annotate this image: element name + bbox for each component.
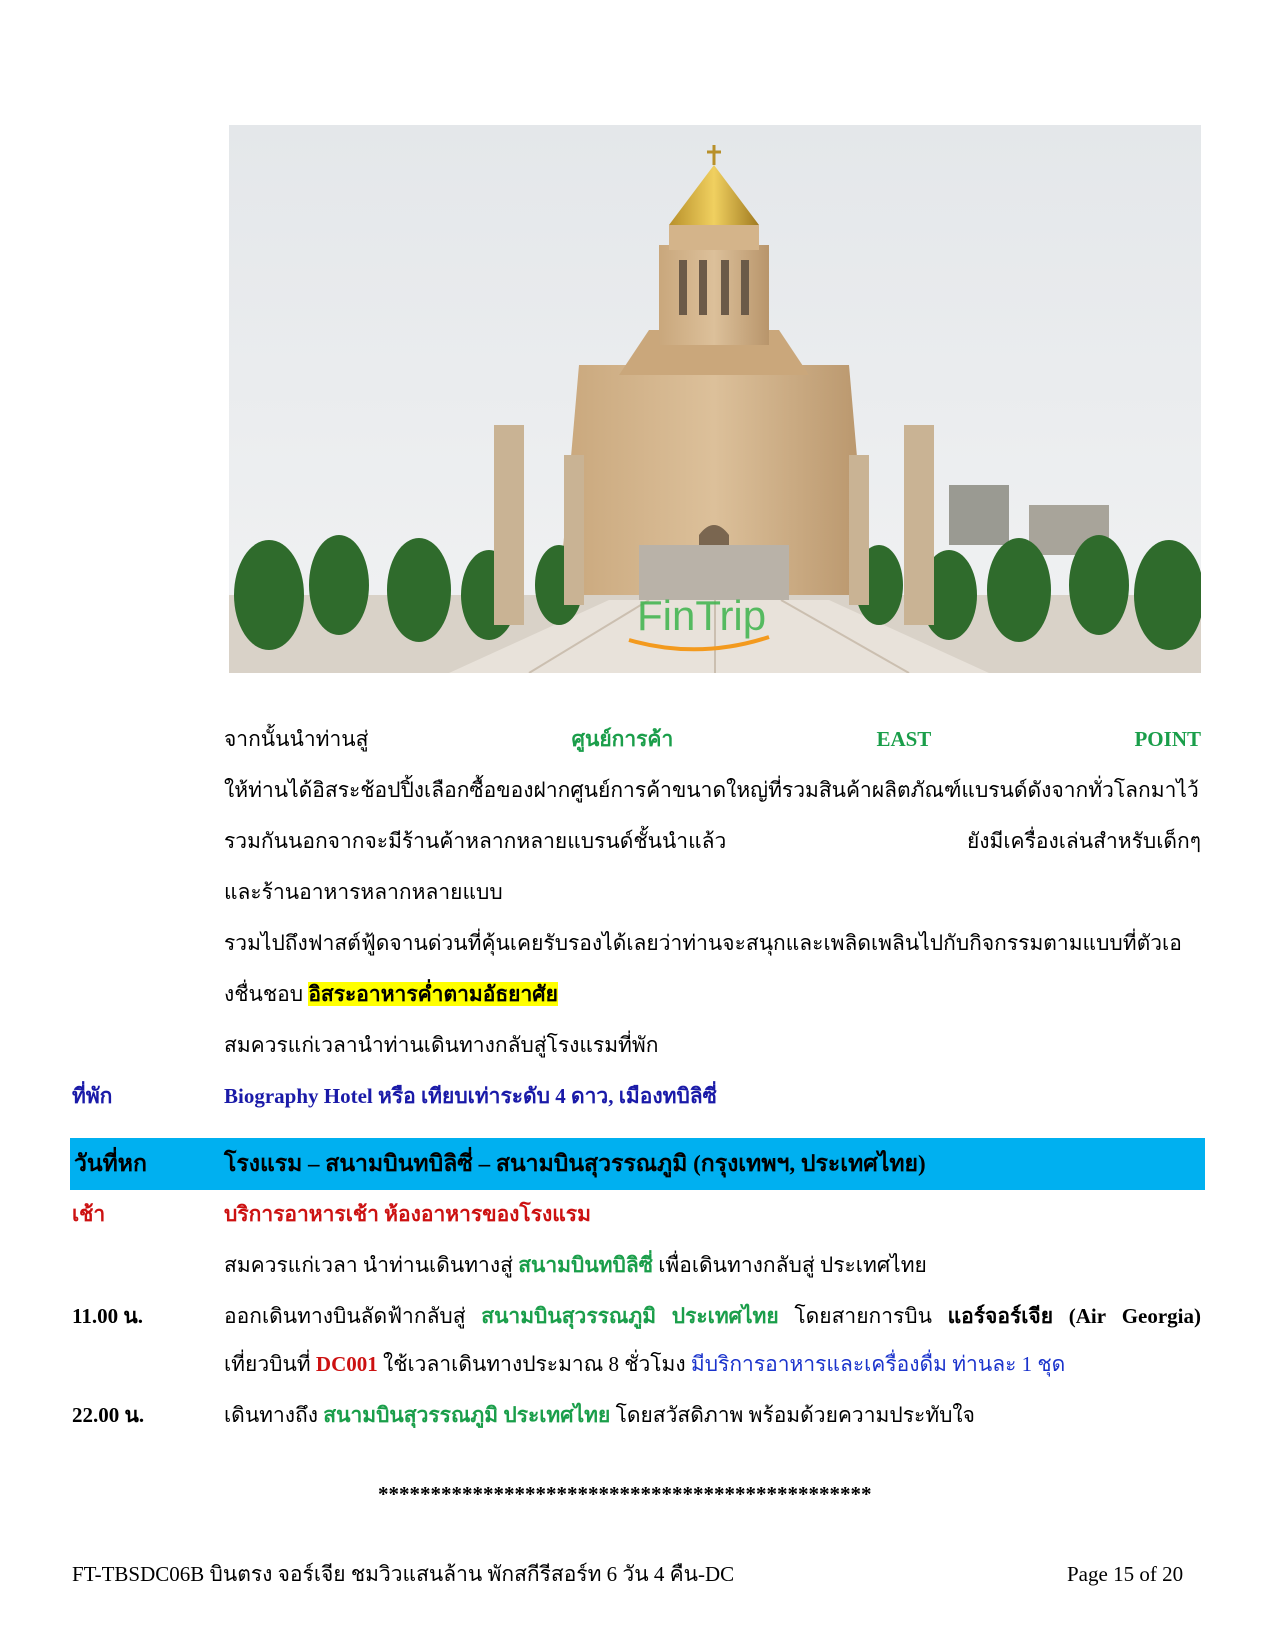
day-title: โรงแรม – สนามบินทบิลิซี่ – สนามบินสุวรรณภูมิ (กรุงเทพฯ, ประเทศไทย) (224, 1151, 926, 1176)
cathedral-photo (229, 125, 1201, 673)
text-segment: รวมกันนอกจากจะมีร้านค้าหลากหลายแบรนด์ชั้นนำแล้ว (224, 829, 727, 853)
east-label: EAST (876, 727, 932, 751)
text-segment: ออกเดินทางบินลัดฟ้ากลับสู่ (224, 1304, 466, 1328)
day-six-header (70, 1138, 1205, 1190)
star-divider: *********************************************** (378, 1482, 872, 1506)
breakfast-text: บริการอาหารเช้า ห้องอาหารของโรงแรม (224, 1202, 591, 1226)
text-segment: โดยสวัสดิภาพ พร้อมด้วยความประทับใจ (615, 1403, 975, 1427)
text-segment: สมควรแก่เวลา นำท่านเดินทางสู่ (224, 1253, 513, 1277)
east-point-line-6 (224, 980, 558, 1008)
arrival-time: 22.00 น. (72, 1403, 145, 1427)
meal-service: มีบริการอาหารและเครื่องดื่ม ท่านละ 1 ชุด (690, 1352, 1066, 1376)
footer-page-number: Page 15 of 20 (1067, 1562, 1184, 1586)
text-segment: เที่ยวบินที่ (224, 1352, 311, 1376)
text-segment: ใช้เวลาเดินทางประมาณ 8 ชั่วโมง (383, 1352, 686, 1376)
airline-name-en: Georgia) (1121, 1304, 1201, 1328)
hotel-detail: หรือ เทียบเท่าระดับ 4 ดาว, เมืองทบิลิซี่ (378, 1084, 717, 1108)
text-segment: งชื่นชอบ (224, 982, 304, 1006)
tbilisi-airport: สนามบินทบิลิซี่ (518, 1253, 653, 1277)
free-dinner-highlight: อิสระอาหารค่ำตามอัธยาศัย (308, 982, 558, 1006)
flight-time: 11.00 น. (72, 1304, 143, 1328)
text-segment: ยังมีเครื่องเล่นสำหรับเด็กๆ (966, 829, 1201, 853)
hotel-label: ที่พัก (72, 1084, 113, 1108)
airline-name-en: (Air (1068, 1304, 1107, 1328)
text-segment: เดินทางถึง (224, 1403, 319, 1427)
hotel-name: Biography Hotel (224, 1084, 373, 1108)
airline-name: แอร์จอร์เจีย (947, 1304, 1054, 1328)
suvarnabhumi-airport: สนามบินสุวรรณภูมิ (481, 1304, 657, 1328)
fintrip-watermark: FinTrip (637, 592, 767, 639)
shopping-center-label: ศูนย์การค้า (571, 727, 674, 751)
cathedral-illustration (229, 125, 1201, 673)
east-point-line-1 (224, 725, 1201, 753)
arrival-line (224, 1401, 975, 1429)
flight-line-1 (224, 1302, 1201, 1330)
text-segment: โดยสายการบิน (794, 1304, 932, 1328)
to-airport-line (224, 1251, 927, 1279)
east-point-line-2: ให้ท่านได้อิสระช้อปปิ้งเลือกซื้อของฝากศูนย์การค้าขนาดใหญ่ที่รวมสินค้าผลิตภัณฑ์แบรนด์ดังจากทั่วโลกมาไว้ (224, 778, 1199, 802)
arrival-airport: สนามบินสุวรรณภูมิ ประเทศไทย (323, 1403, 611, 1427)
thailand-label: ประเทศไทย (671, 1304, 779, 1328)
text-segment: จากนั้นนำท่านสู่ (224, 727, 369, 751)
text-segment: เพื่อเดินทางกลับสู่ ประเทศไทย (658, 1253, 927, 1277)
east-point-line-5: รวมไปถึงฟาสต์ฟู้ดจานด่วนที่คุ้นเคยรับรองได้เลยว่าท่านจะสนุกและเพลิดเพลินไปกับกิจกรรมตามแบบที่ตัวเอ (224, 931, 1182, 955)
hotel-info (224, 1082, 717, 1110)
east-point-line-3 (224, 827, 1201, 855)
point-label: POINT (1134, 727, 1201, 751)
breakfast-label: เช้า (72, 1202, 106, 1226)
east-point-line-7: สมควรแก่เวลานำท่านเดินทางกลับสู่โรงแรมที่พัก (224, 1033, 659, 1057)
east-point-line-4: และร้านอาหารหลากหลายแบบ (224, 880, 503, 904)
flight-number: DC001 (315, 1352, 378, 1376)
flight-line-2 (224, 1350, 1065, 1378)
footer-document-code: FT-TBSDC06B บินตรง จอร์เจีย ชมวิวแสนล้าน พักสกีรีสอร์ท 6 วัน 4 คืน-DC (72, 1562, 735, 1586)
day-label: วันที่หก (74, 1151, 147, 1176)
